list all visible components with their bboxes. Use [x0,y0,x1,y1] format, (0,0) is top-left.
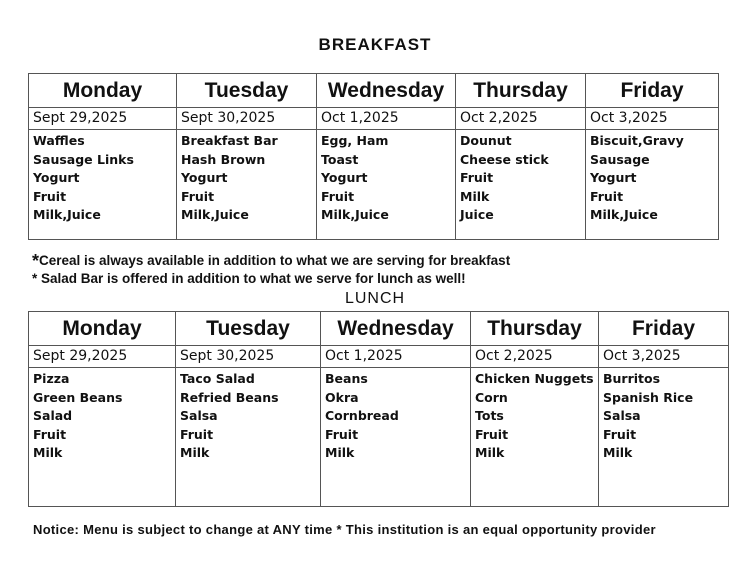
menu-item: Milk [475,445,505,460]
menu-item: Fruit [33,426,67,442]
menu-item: Fruit [180,426,214,442]
breakfast-date-thursday: Oct 2,2025 [456,108,586,130]
menu-item: Biscuit,Gravy [590,133,684,148]
lunch-date-row [29,346,729,368]
menu-item: Egg, Ham [321,133,389,148]
menu-item: Sausage [590,151,650,167]
menu-item: Yogurt [590,170,637,185]
menu-item: Milk [460,188,490,204]
footer-notice: Notice: Menu is subject to change at ANY time * This institution is an equal opportunity provider [33,522,656,537]
menu-item: Milk [325,445,355,460]
lunch-items-wednesday [321,368,471,507]
menu-item: Juice [460,207,494,222]
breakfast-items-wednesday [317,130,456,240]
menu-item: Green Beans [33,389,123,405]
lunch-title: LUNCH [344,290,406,307]
menu-item: Fruit [33,188,67,204]
menu-item: Milk [33,445,63,460]
lunch-date-tuesday: Sept 30,2025 [176,346,321,368]
menu-item: Milk [180,445,210,460]
menu-item: Hash Brown [181,151,266,167]
breakfast-date-friday: Oct 3,2025 [586,108,719,130]
menu-item: Corn [475,389,508,405]
menu-item: Fruit [590,188,624,204]
menu-item: Dounut [460,133,512,148]
breakfast-day-wednesday: Wednesday [317,74,456,108]
menu-item: Yogurt [33,170,80,185]
lunch-date-thursday: Oct 2,2025 [471,346,599,368]
lunch-items-tuesday [176,368,321,507]
breakfast-day-row [29,74,719,108]
breakfast-items-friday [586,130,719,240]
menu-item: Refried Beans [180,389,279,405]
menu-item: Beans [325,371,368,386]
breakfast-table [28,73,719,240]
breakfast-day-monday: Monday [29,74,177,108]
menu-item: Yogurt [321,170,368,185]
menu-item: Salad [33,408,73,423]
menu-item: Yogurt [181,170,228,185]
menu-item: Waffles [33,133,85,148]
menu-item: Milk,Juice [321,207,389,222]
menu-item: Milk,Juice [33,207,101,222]
menu-item: Salsa [603,408,641,423]
breakfast-date-monday: Sept 29,2025 [29,108,177,130]
lunch-table [28,311,729,507]
lunch-items-row [29,368,729,507]
breakfast-date-wednesday: Oct 1,2025 [317,108,456,130]
menu-item: Fruit [603,426,637,442]
menu-item: Milk,Juice [590,207,658,222]
breakfast-day-friday: Friday [586,74,719,108]
lunch-date-wednesday: Oct 1,2025 [321,346,471,368]
breakfast-items-row [29,130,719,240]
breakfast-title: BREAKFAST [318,35,432,54]
lunch-items-monday [29,368,176,507]
menu-item: Salsa [180,408,218,423]
asterisk: * [32,251,40,271]
menu-item: Spanish Rice [603,389,694,405]
menu-item: Okra [325,389,359,405]
menu-item: Pizza [33,371,70,386]
lunch-date-friday: Oct 3,2025 [599,346,729,368]
breakfast-day-thursday: Thursday [456,74,586,108]
menu-item: Cornbread [325,408,399,423]
menu-item: Tots [475,408,504,423]
menu-item: Toast [321,151,359,167]
lunch-items-thursday [471,368,599,507]
menu-item: Fruit [325,426,359,442]
menu-item: Cheese stick [460,151,549,167]
menu-item: Fruit [475,426,509,442]
breakfast-items-tuesday [177,130,317,240]
menu-item: Sausage Links [33,151,134,167]
breakfast-items-monday [29,130,177,240]
breakfast-items-thursday [456,130,586,240]
lunch-day-row [29,312,729,346]
salad-bar-note: * Salad Bar is offered in addition to what we serve for lunch as well! [32,271,466,286]
lunch-day-monday: Monday [29,312,176,346]
lunch-day-thursday: Thursday [471,312,599,346]
breakfast-day-tuesday: Tuesday [177,74,317,108]
lunch-date-monday: Sept 29,2025 [29,346,176,368]
menu-item: Fruit [460,170,494,185]
menu-item: Burritos [603,371,661,386]
menu-item: Fruit [181,188,215,204]
menu-item: Taco Salad [180,371,255,386]
lunch-day-tuesday: Tuesday [176,312,321,346]
menu-item: Milk [603,445,633,460]
breakfast-date-tuesday: Sept 30,2025 [177,108,317,130]
lunch-day-friday: Friday [599,312,729,346]
menu-item: Chicken Nuggets [475,371,594,386]
menu-item: Milk,Juice [181,207,249,222]
menu-item: Fruit [321,188,355,204]
lunch-items-friday [599,368,729,507]
menu-item: Breakfast Bar [181,133,278,148]
lunch-day-wednesday: Wednesday [321,312,471,346]
breakfast-date-row [29,108,719,130]
cereal-note [32,251,510,272]
cereal-note-text: Cereal is always available in addition to what we are serving for breakfast [39,253,511,268]
